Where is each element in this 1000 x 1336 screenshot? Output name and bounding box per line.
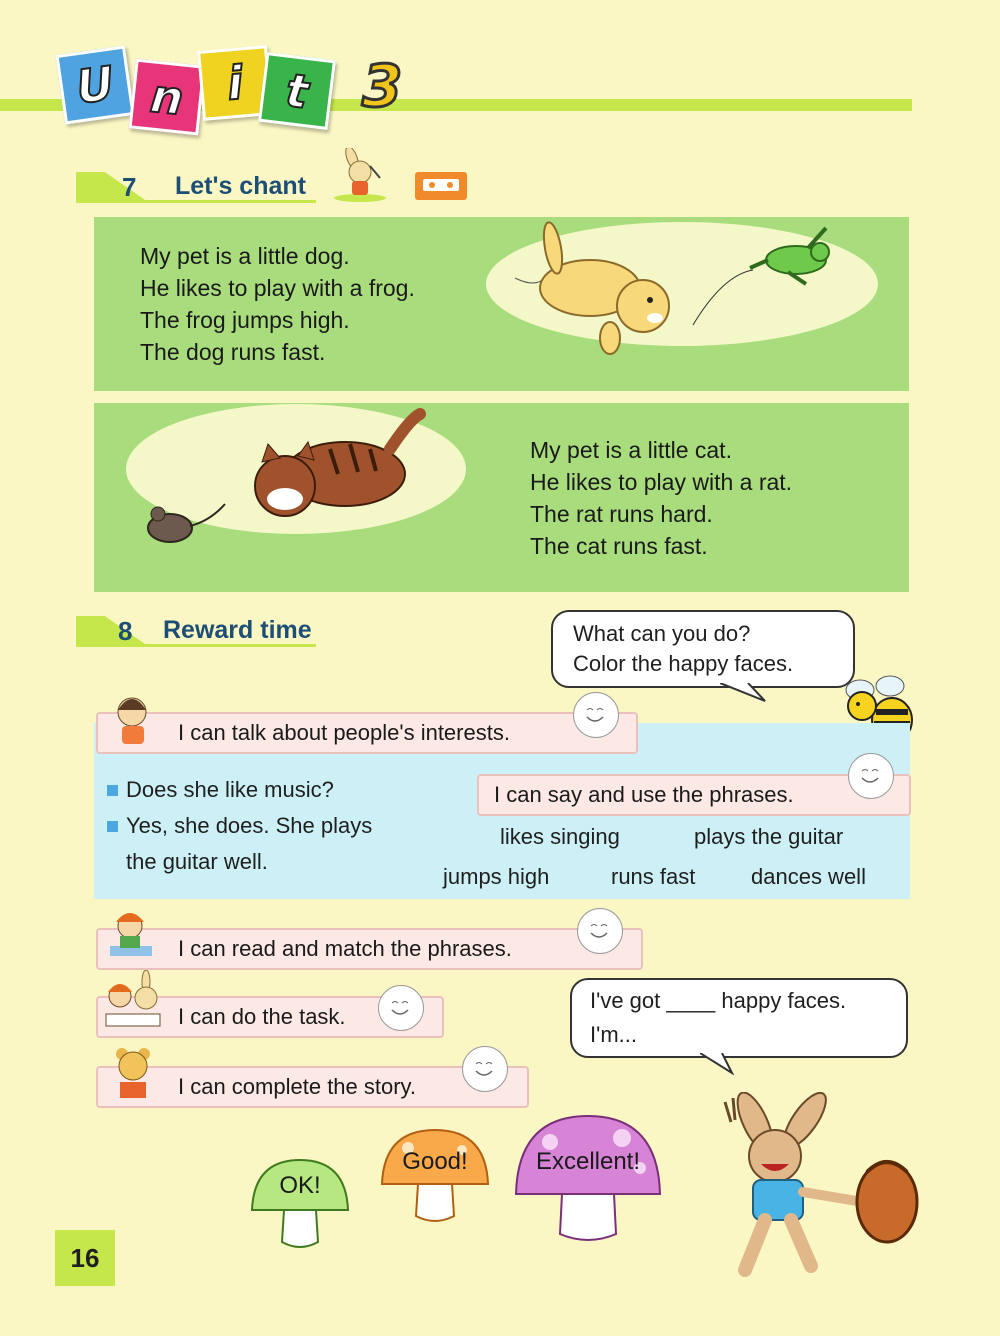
verse-line: The cat runs fast.	[530, 533, 708, 559]
child-writing-icon	[106, 906, 156, 962]
answer-text-cont: the guitar well.	[126, 849, 268, 874]
bubble-line: I've got ____ happy faces.	[590, 988, 847, 1013]
phrase-plays-guitar: plays the guitar	[694, 824, 844, 849]
bubble-line: Color the happy faces.	[573, 651, 794, 676]
can-read-text: I can read and match the phrases.	[178, 936, 512, 961]
mushroom-excellent-label: Excellent!	[535, 1148, 641, 1175]
can-story-text: I can complete the story.	[178, 1074, 417, 1099]
running-dog-illustration	[505, 218, 675, 358]
section8-tab	[76, 616, 148, 646]
verse-line: The dog runs fast.	[140, 339, 326, 365]
mushroom-ok[interactable]	[248, 1156, 352, 1252]
bear-reading-icon	[108, 1044, 158, 1104]
can-task-text: I can do the task.	[178, 1004, 346, 1029]
bullet-icon	[107, 821, 118, 832]
phrase-likes-singing: likes singing	[500, 824, 620, 849]
speech-bubble-tail	[720, 683, 770, 703]
cassette-tape-icon	[414, 171, 468, 201]
mushroom-ok-label: OK!	[279, 1172, 321, 1199]
verse-line: He likes to play with a frog.	[140, 275, 415, 301]
running-mouse-illustration	[140, 496, 230, 552]
smiley-mouth-icon	[856, 761, 884, 789]
phrase-runs-fast: runs fast	[611, 864, 696, 889]
verse-cat	[530, 434, 792, 562]
smiley-mouth-icon	[386, 993, 414, 1021]
page-number: 16	[55, 1230, 115, 1286]
speech-bubble-top	[551, 610, 855, 688]
speech-bubble-tail	[700, 1053, 736, 1075]
mushroom-good-label: Good!	[402, 1148, 468, 1175]
bullet-icon	[107, 785, 118, 796]
verse-dog	[140, 240, 415, 368]
phrase-jumps-high: jumps high	[443, 864, 550, 889]
unit-letter-i: i	[197, 45, 273, 121]
can-talk-text: I can talk about people's interests.	[178, 720, 510, 745]
section7-title: Let's chant	[175, 172, 306, 200]
section8-title: Reward time	[163, 616, 312, 644]
section7-number: 7	[122, 172, 137, 202]
unit-letter-u: U	[55, 45, 134, 124]
section7-tab	[76, 172, 148, 202]
mushroom-good[interactable]	[378, 1126, 492, 1226]
speech-bubble-bottom	[570, 978, 908, 1058]
mushroom-excellent[interactable]	[512, 1112, 664, 1246]
girl-listening-icon	[110, 690, 158, 748]
section8-number: 8	[118, 616, 133, 646]
verse-line: My pet is a little dog.	[140, 243, 350, 269]
unit-number: 3	[362, 52, 403, 120]
verse-line: The frog jumps high.	[140, 307, 350, 333]
smiley-mouth-icon	[470, 1054, 498, 1082]
verse-line: He likes to play with a rat.	[530, 469, 793, 495]
question-text: Does she like music?	[126, 777, 334, 802]
bubble-line: What can you do?	[573, 621, 751, 646]
running-cat-illustration	[240, 404, 430, 534]
verse-line: The rat runs hard.	[530, 501, 713, 527]
rabbit-with-basket-illustration	[695, 1092, 925, 1292]
verse-line: My pet is a little cat.	[530, 437, 732, 463]
can-say-text: I can say and use the phrases.	[494, 782, 794, 807]
rabbit-singing-icon	[330, 148, 390, 204]
smiley-mouth-icon	[581, 700, 609, 728]
phrase-dances-well: dances well	[751, 864, 866, 889]
answer-text: Yes, she does. She plays	[126, 813, 373, 838]
bubble-line: I'm...	[590, 1022, 637, 1047]
children-reading-icon	[100, 970, 166, 1034]
unit-letter-n: n	[129, 59, 206, 136]
smiley-mouth-icon	[585, 916, 613, 944]
jumping-frog-illustration	[688, 220, 843, 330]
unit-letter-t: t	[258, 52, 336, 130]
